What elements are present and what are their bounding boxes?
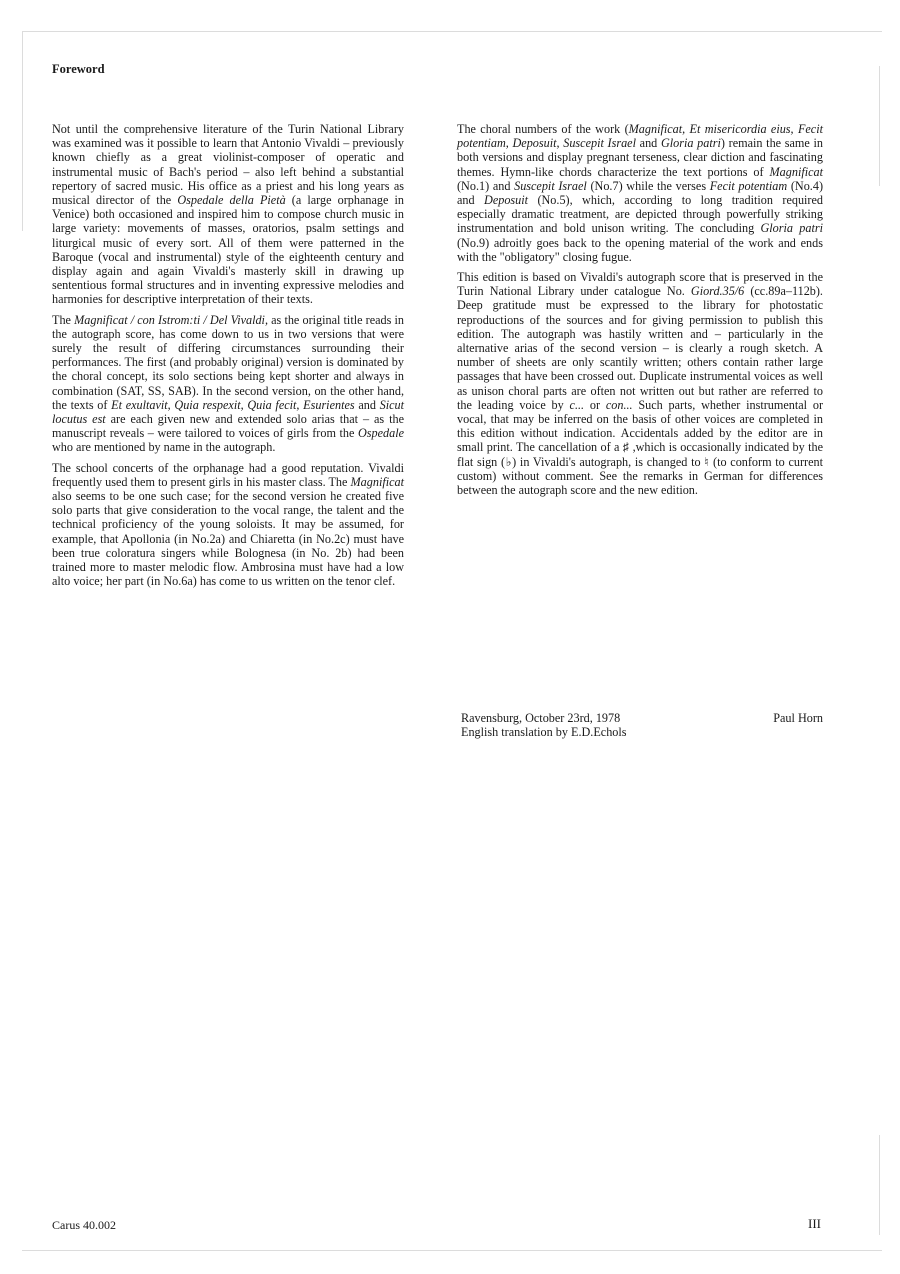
place-date: Ravensburg, October 23rd, 1978 — [461, 711, 621, 725]
catalog-number: Carus 40.002 — [52, 1218, 116, 1232]
right-column — [457, 122, 823, 503]
paragraph-school-concerts: The school concerts of the orphanage had a good reputation. Vivaldi frequently used them to present girls in his master class. The Magnificat also seems to be one such case; for the second version he created five solo parts that give consideration to the vocal range, the talent and the technical proficiency of the young soloists. It may be assumed, for example, that Apollonia (in No.2a) and Chiaretta (in No.2c) must have been true coloratura singers while Bolognesa (in No. 2b) had been trained more to master melodic flow. Ambrosina must have had a low alto voice; her part (in No.6a) has come to us written on the tenor clef. — [52, 460, 404, 589]
paragraph-choral-numbers: The choral numbers of the work (Magnificat, Et misericordia eius, Fecit potentiam, Deposuit, Suscepit Israel and Gloria patri) remain the same in both versions and display pregnant terseness, clear diction and fascinating themes. Hymn-like chords characterize the text portions of Magnificat (No.1) and Suscepit Israel (No.7) while the verses Fecit potentiam (No.4) and Deposuit (No.5), which, according to long tradition required especially dramatic treatment, are depicted through powerfully striking instrumentation and bold unison writing. The concluding Gloria patri (No.9) adroitly goes back to the opening material of the work and ends with the "obligatory" closing fugue. — [457, 122, 824, 264]
paragraph-magnificat-versions: The Magnificat / con Istrom:ti / Del Vivaldi, as the original title reads in the autograph score, has come down to us in two versions that were surely the result of differing circumstances surrounding their performances. The first (and probably original) version is dominated by the choral concept, its solo sections being kept shorter and always in combination (SAT, SS, SAB). In the second version, on the other hand, the texts of Et exultavit, Quia respexit, Quia fecit, Esurientes and Sicut locutus est are each given new and extended solo arias that – as the manuscript reveals – were tailored to voices of girls from the Ospedale who are mentioned by name in the autograph. — [52, 312, 404, 455]
signature-block — [461, 711, 823, 739]
paragraph-edition-notes: This edition is based on Vivaldi's autograph score that is preserved in the Turin National Library under catalogue No. Giord.35/6 (cc.89a–112b). Deep gratitude must be expressed to the library for photostatic reproductions of the sources and for giving permission to publish this edition. The autograph was hastily written and – particularly in the alternative arias of the second version – is clearly a rough sketch. A number of sheets are only scantily written; others contain rather large passages that have been crossed out. Duplicate instrumental voices as well as unison choral parts are often not written out but rather are referred to the leading voice by c... or con... Such parts, whether instrumental or vocal, that may be inferred on the basis of other voices are completed in this edition without indication. Accidentals added by the editor are in small print. The cancellation of a ♯ ,which is occasionally indicated by the flat sign (♭) in Vivaldi's autograph, is changed to ♮ (to conform to current custom) without comment. See the remarks in German for differences between the autograph score and the new edition. — [457, 270, 824, 498]
page-number: III — [808, 1216, 821, 1231]
left-column — [52, 122, 404, 595]
page-edge-right-lower — [879, 1135, 880, 1235]
page-edge-bottom — [22, 1250, 882, 1251]
author-name: Paul Horn — [773, 711, 823, 725]
page-edge-right — [879, 66, 880, 186]
page-edge-left — [22, 31, 23, 231]
paragraph-intro: Not until the comprehensive literature of the Turin National Library was examined was it possible to learn that Antonio Vivaldi – previously known chiefly as a great violinist-composer of operatic and instrumental music of Bach's period – also left behind a substantial repertory of sacred music. His office as a priest and his long years as musical director of the Ospedale della Pietà (a large orphanage in Venice) both occasioned and inspired him to compose church music in large variety: movements of masses, oratorios, psalm settings and liturgical music of every sort. All of them were patterned in the Baroque (vocal and instrumental) style of the eighteenth century and display again and again Vivaldi's masterly skill in drawing up sententious formal structures and in inventing expressive melodies and harmonies for descriptive interpretation of their texts. — [52, 122, 404, 307]
page-edge-top — [22, 31, 882, 32]
page-title: Foreword — [52, 62, 105, 76]
translation-credit: English translation by E.D.Echols — [461, 725, 627, 740]
